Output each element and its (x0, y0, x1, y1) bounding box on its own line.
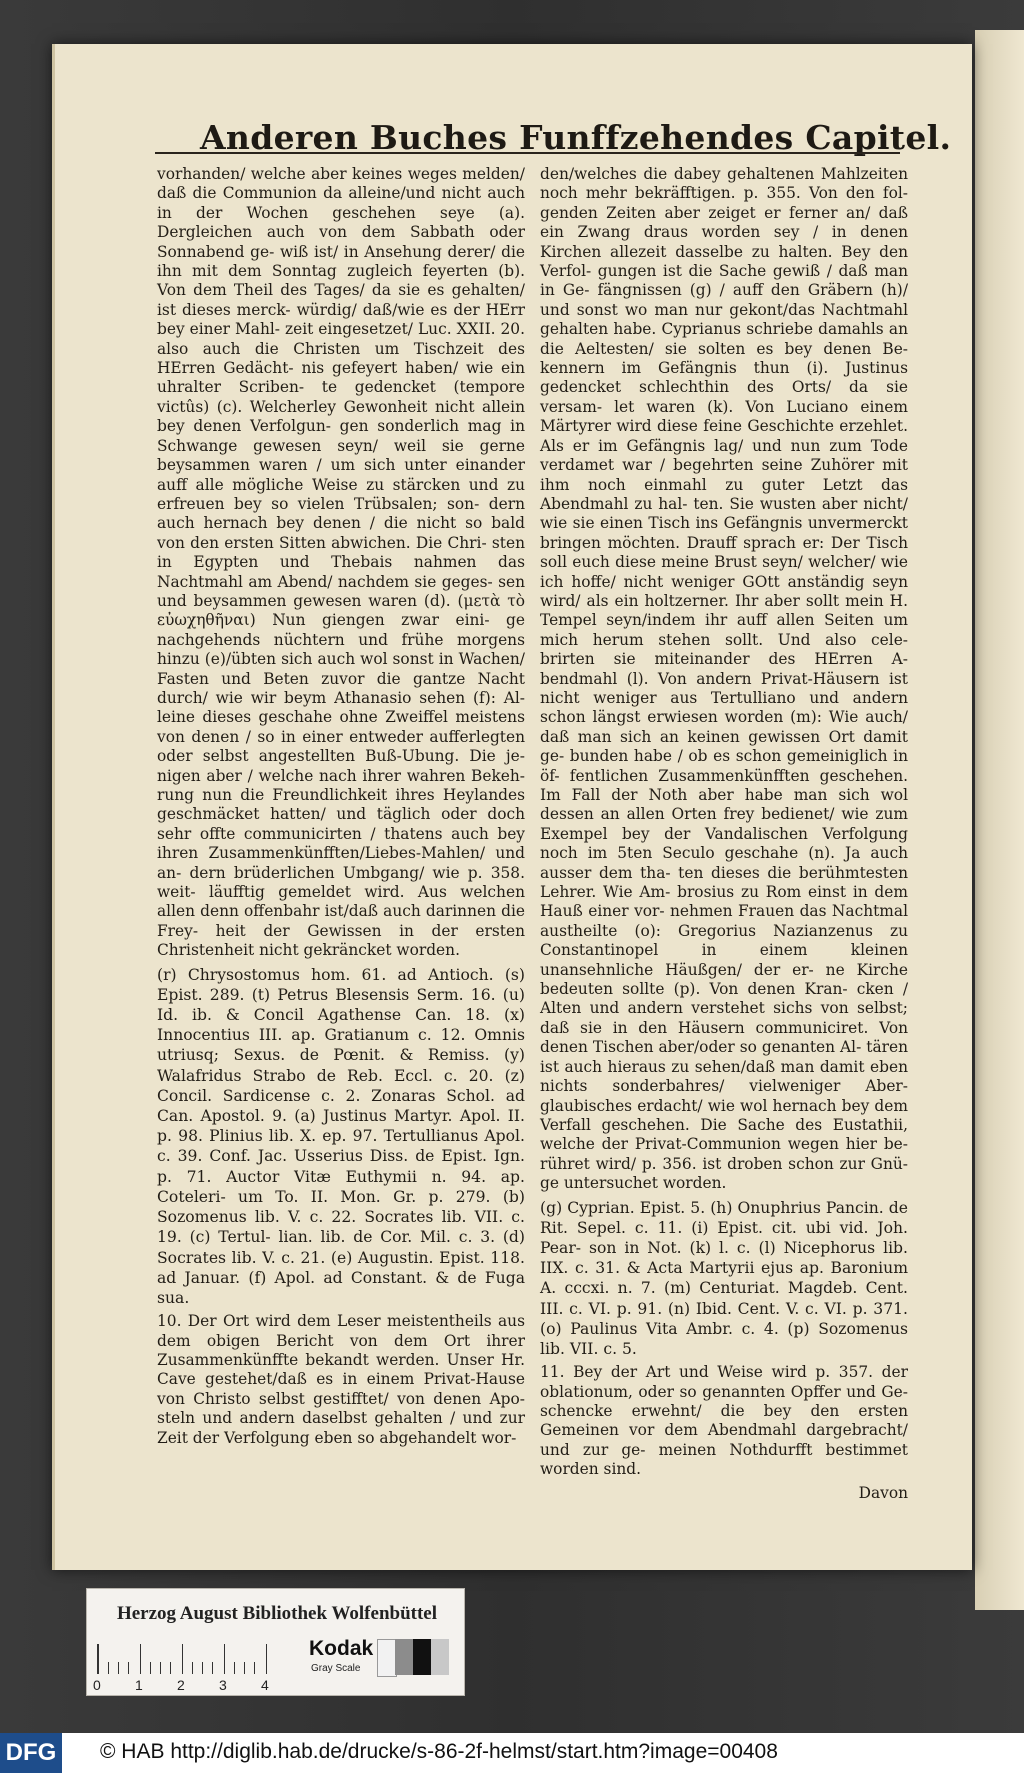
right-column (540, 165, 908, 1507)
right-body-text: den/welches die dabey gehaltenen Mahlzeiten noch mehr bekräfftigen. p. 355. Von den fol- genden Zeiten aber zeiget er ferner an/ daß ein Zwang draus worden sey / in denen Kirchen allezeit dasselbe zu halten. Bey den Verfol- gungen ist die Sache gewiß / daß man in Ge- fängnissen (g) / auff den Gräbern (h)/ und sonst wo man nur gekont/das Nachtmahl gehalten habe. Cyprianus schriebe damahls an die Aeltesten/ sie solten es bey denen Be- kennern im Gefängnis thun (i). Justinus gedencket schlechthin des Orts/ da sie versam- let waren (k). Von Luciano einem Märtyrer wird diese feine Geschichte erzehlet. Als er im Gefängnis lag/ und nun zum Tode verdamet war / begehrten seine Zuhörer mit ihm noch einmahl zu guter Letzt das Abendmahl zu hal- ten. Sie wusten aber nicht/ wie sie einen Tisch ins Gefängnis unvermerckt bringen möchten. Drauff sprach er: Der Tisch soll euch diese meine Brust seyn/ welcher/ wie ich hoffe/ nicht weniger GOtt anständig seyn wird/ als ein holtzerner. Ihr aber sollt mein H. Tempel seyn/indem ihr auff allen Seiten um mich herum stehen sollt. Und also cele- brirten sie miteinander des HErren A- bendmahl (l). Von andern Privat-Häusern ist nicht weniger aus Tertulliano und andern schon längst erwiesen worden (m): Wie auch/ daß man sich an keinen gewissen Ort damit ge- bunden habe / ob es schon gemeiniglich in öf- fentlichen Zusammenkünfften geschehen. Im Fall der Noth aber habe man sich wol dessen an allen Orten frey bedienet/ wie zum Exempel bey der Vandalischen Verfolgung noch im 5ten Seculo geschahe (n). Ja auch ausser dem tha- ten dieses die berühmtesten Lehrer. Wie Am- brosius zu Rom einst in dem Hauß einer vor- nehmen Frauen das Nachtmal austheilte (o): Gregorius Nazianzenus zu Constantinopel in einem kleinen unansehnliche Häußgen/ der er- ne Kirche bedeuten sollte (p). Von denen Kran- cken / Alten und andern verstehet sichs von selbst; daß sie in den Häusern communiciret. Von denen Tischen aber/oder so genanten Al- tären ist auch hieraus zu sehen/daß man damit eben nichts sonderbahres/ vielweniger Aber- glaubisches erdacht/ wie wol hernach bey dem Verfall geschehen. Die Sache des Eustathii, welche der Privat-Communion wegen hier be- rühret wird/ p. 356. ist droben schon zur Gnü- ge untersuchet worden. (540, 165, 908, 1193)
catchword: Davon (858, 1483, 908, 1502)
gray-swatch (377, 1639, 397, 1677)
dfg-logo: DFG (0, 1733, 62, 1773)
section-10-text: 10. Der Ort wird dem Leser meistentheils aus dem obigen Bericht von dem Ort ihrer Zusammenkünffte bekandt werden. Unser Hr. Cave gestehet/daß es in einem Privat-Hause von Christo selbst gestifftet/ von denen Apo- steln und andern daselbst gehalten / und zur Zeit der Verfolgung eben so abgehandelt wor- (157, 1312, 525, 1447)
section-11-text: 11. Bey der Art und Weise wird p. 357. der oblationum, oder so genannten Opffer und Ge- schencke erwehnt/ die bey den ersten Gemeinen vor dem Abendmahl dargebracht/ und zur ge- meinen Nothdurfft bestimmet worden sind. (540, 1363, 908, 1479)
left-footnotes: (r) Chrysostomus hom. 61. ad Antioch. (s) Epist. 289. (t) Petrus Blesensis Serm. 16. (u) Id. ib. & Concil Agathense Can. 18. (x) Innocentius III. ap. Gratianum c. 12. Omnis utriusq; Sexus. de Pœnit. & Remiss. (y) Walafridus Strabo de Reb. Eccl. c. 20. (z) Concil. Sardicense c. 2. Zonaras Schol. ad Can. Apostol. 9. (a) Justinus Martyr. Apol. II. p. 98. Plinius lib. X. ep. 97. Tertullianus Apol. c. 39. Conf. Jac. Usserius Diss. de Epist. Ign. p. 71. Auctor Vitæ Euthymii n. 94. ap. Coteleri- um To. II. Mon. Gr. p. 279. (b) Sozomenus lib. V. c. 22. Socrates lib. VII. c. 19. (c) Tertul- lian. lib. de Cor. Mil. c. 3. (d) Socrates lib. V. c. 21. (e) Augustin. Epist. 118. ad Januar. (f) Apol. ad Constant. & de Fuga sua. (157, 965, 525, 1307)
facing-page-edge (975, 30, 1024, 1610)
ruler-number: 0 (93, 1677, 101, 1693)
header-rule (155, 152, 900, 154)
gray-scale-label: Gray Scale (311, 1663, 361, 1674)
kodak-logo: Kodak (309, 1637, 374, 1660)
gray-swatch (413, 1639, 431, 1675)
ruler (97, 1644, 298, 1674)
ruler-number: 1 (135, 1677, 143, 1693)
color-calibration-card (86, 1588, 465, 1696)
library-name: Herzog August Bibliothek Wolfenbüttel (116, 1603, 438, 1624)
running-head: Anderen Buches Funffzehendes Capitel. (200, 118, 952, 157)
ruler-number: 3 (219, 1677, 227, 1693)
gray-swatch (431, 1639, 449, 1675)
right-footnotes: (g) Cyprian. Epist. 5. (h) Onuphrius Pancin. de Rit. Sepel. c. 11. (i) Epist. cit. ubi vid. Joh. Pear- son in Not. (k) l. c. (l) Nicephorus lib. IIX. c. 31. & Acta Martyrii ejus ap. Baronium A. cccxi. n. 7. (m) Centuriat. Magdeb. Cent. III. c. VI. p. 91. (n) Ibid. Cent. V. c. VI. p. 371. (o) Paulinus Vita Ambr. c. 4. (p) Sozomenus lib. VII. c. 5. (540, 1198, 908, 1358)
ruler-number: 2 (177, 1677, 185, 1693)
left-column (157, 165, 525, 1452)
ruler-number: 4 (261, 1677, 269, 1693)
gray-swatch (395, 1639, 413, 1675)
source-credit-link[interactable]: © HAB http://diglib.hab.de/drucke/s-86-2f-helmst/start.htm?image=00408 (100, 1740, 778, 1763)
left-body-text: vorhanden/ welche aber keines weges melden/ daß die Communion da alleine/und nicht auch in der Wochen geschehen seye (a). Dergleichen auch von dem Sabbath oder Sonnabend ge- wiß ist/ in Ansehung derer/ die ihn mit dem Sonntag zugleich feyerten (b). Von dem Theil des Tages/ da sie es gehalten/ ist dieses merck- würdig/ daß/wie es der HErr bey einer Mahl- zeit eingesetzet/ Luc. XXII. 20. also auch die Christen um Tischzeit des HErren Gedächt- nis gefeyert haben/ wie ein uhralter Scriben- te gedencket (tempore victûs) (c). Welcherley Gewonheit nicht allein bey denen Verfolgun- gen sonderlich mag in Schwange gewesen seyn/ weil sie gerne beysammen waren / um sich unter einander auff alle mögliche Weise zu stärcken und zu erfreuen bey so vielen Trübsalen; son- dern auch hernach bey denen / die nicht so bald von den ersten Sitten abwichen. Die Chri- sten in Egypten und Thebais nahmen das Nachtmahl am Abend/ nachdem sie geges- sen und beysammen gewesen waren (d). (μετὰ τὸ εὐωχηθῆναι) Nun giengen zwar eini- ge nachgehends nüchtern und frühe morgens hinzu (e)/übten sich auch wol sonst in Wachen/ Fasten und Beten zuvor die gantze Nacht durch/ wie wir beym Athanasio sehen (f): Al- leine dieses geschahe ohne Zweiffel meistens von denen / so in einer entweder aufferlegten oder selbst angestellten Buß-Ubung. Die je- nigen aber / welche nach ihrer wahren Bekeh- rung nun die Freundlichkeit ihres Heylandes geschmäcket hatten/ und täglich oder doch sehr offte communicirten / thatens auch bey ihren Zusammenkünfften/Liebes-Mahlen/ und an- dern brüderlichen Umbgang/ wie p. 358. weit- läufftig gemeldet wird. Aus welchen allen denn offenbahr ist/daß auch darinnen die Frey- heit der Gewissen in der ersten Christenheit nicht gekräncket worden. (157, 165, 525, 960)
footer-bar (0, 1733, 1024, 1773)
